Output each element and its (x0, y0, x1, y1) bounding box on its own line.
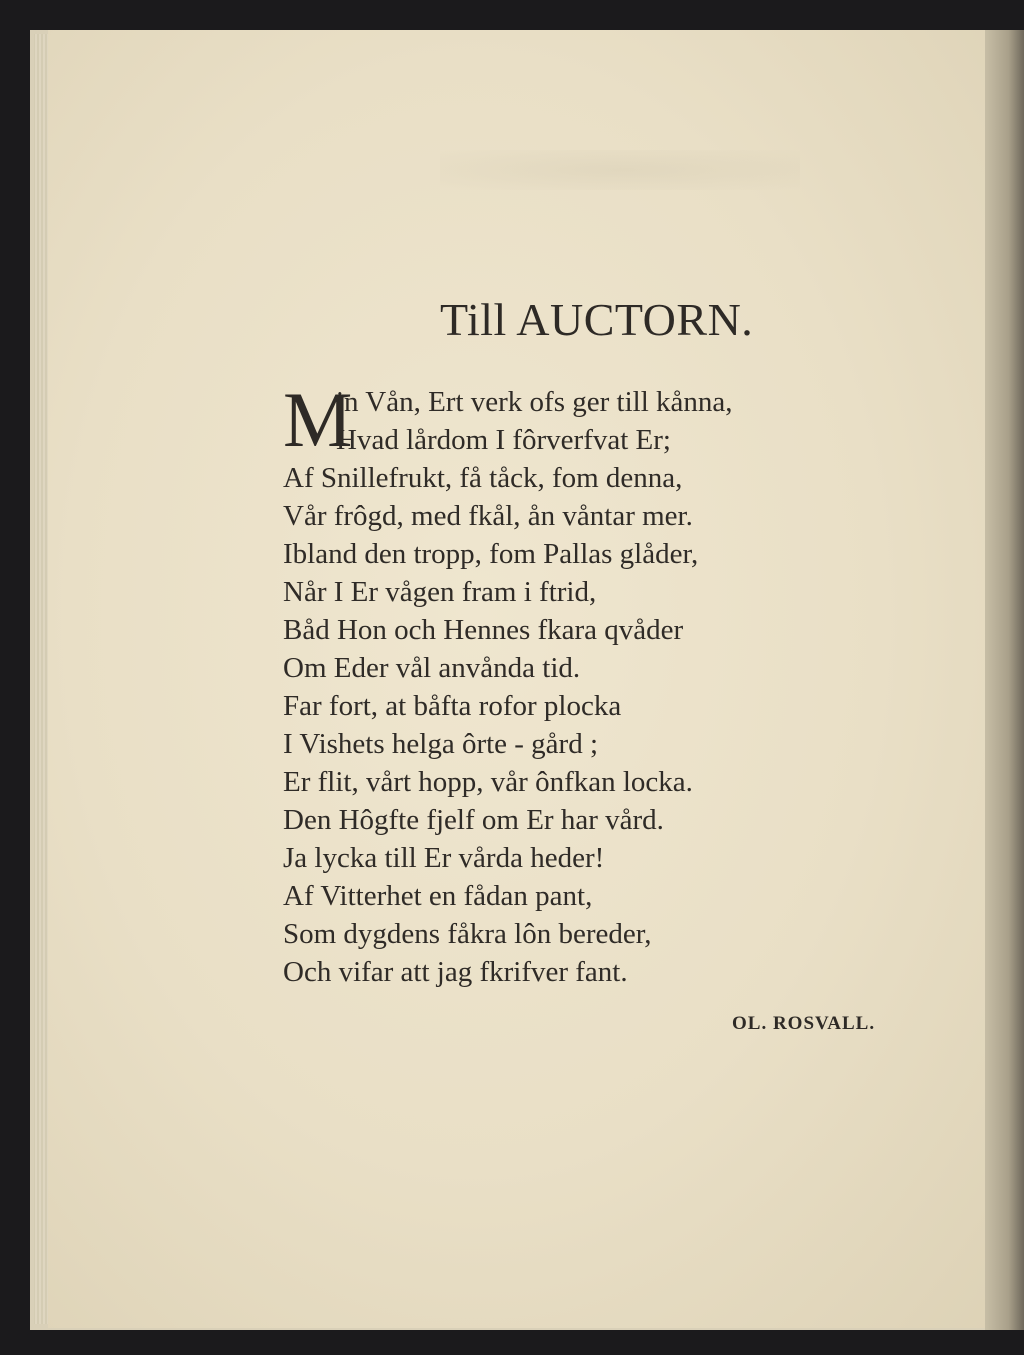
author-signature: OL. ROSVALL. (732, 1013, 876, 1034)
poem-line: Båd Hon och Hennes fkara qvåder (283, 614, 684, 646)
poem-line: Af Vitterhet en fådan pant, (283, 880, 593, 912)
poem-line: Af Snillefrukt, få tåck, fom denna, (283, 462, 683, 494)
poem-line: Ibland den tropp, fom Pallas glåder, (283, 538, 699, 570)
poem-line: Vår frôgd, med fkål, ån våntar mer. (283, 500, 693, 532)
poem-line: Den Hôgfte fjelf om Er har vård. (283, 804, 664, 836)
poem-line: Hvad lårdom I fôrverfvat Er; (336, 424, 671, 456)
poem-line: in Vån, Ert verk ofs ger till kånna, (336, 386, 733, 418)
poem-line: Som dygdens fåkra lôn bereder, (283, 918, 652, 950)
poem-line: Ja lycka till Er vårda heder! (283, 842, 605, 874)
poem-line: I Vishets helga ôrte - gård ; (283, 728, 599, 760)
poem-title: Till AUCTORN. (440, 294, 754, 345)
poem-line: Om Eder vål anvånda tid. (283, 652, 581, 684)
poem-line: Och vifar att jag fkrifver fant. (283, 956, 628, 988)
poem-line: Når I Er vågen fram i ftrid, (283, 576, 597, 608)
poem-line: Far fort, at båfta rofor plocka (283, 690, 622, 722)
poem-line: Er flit, vårt hopp, vår ônfkan locka. (283, 766, 693, 798)
drop-cap: M (283, 376, 353, 463)
